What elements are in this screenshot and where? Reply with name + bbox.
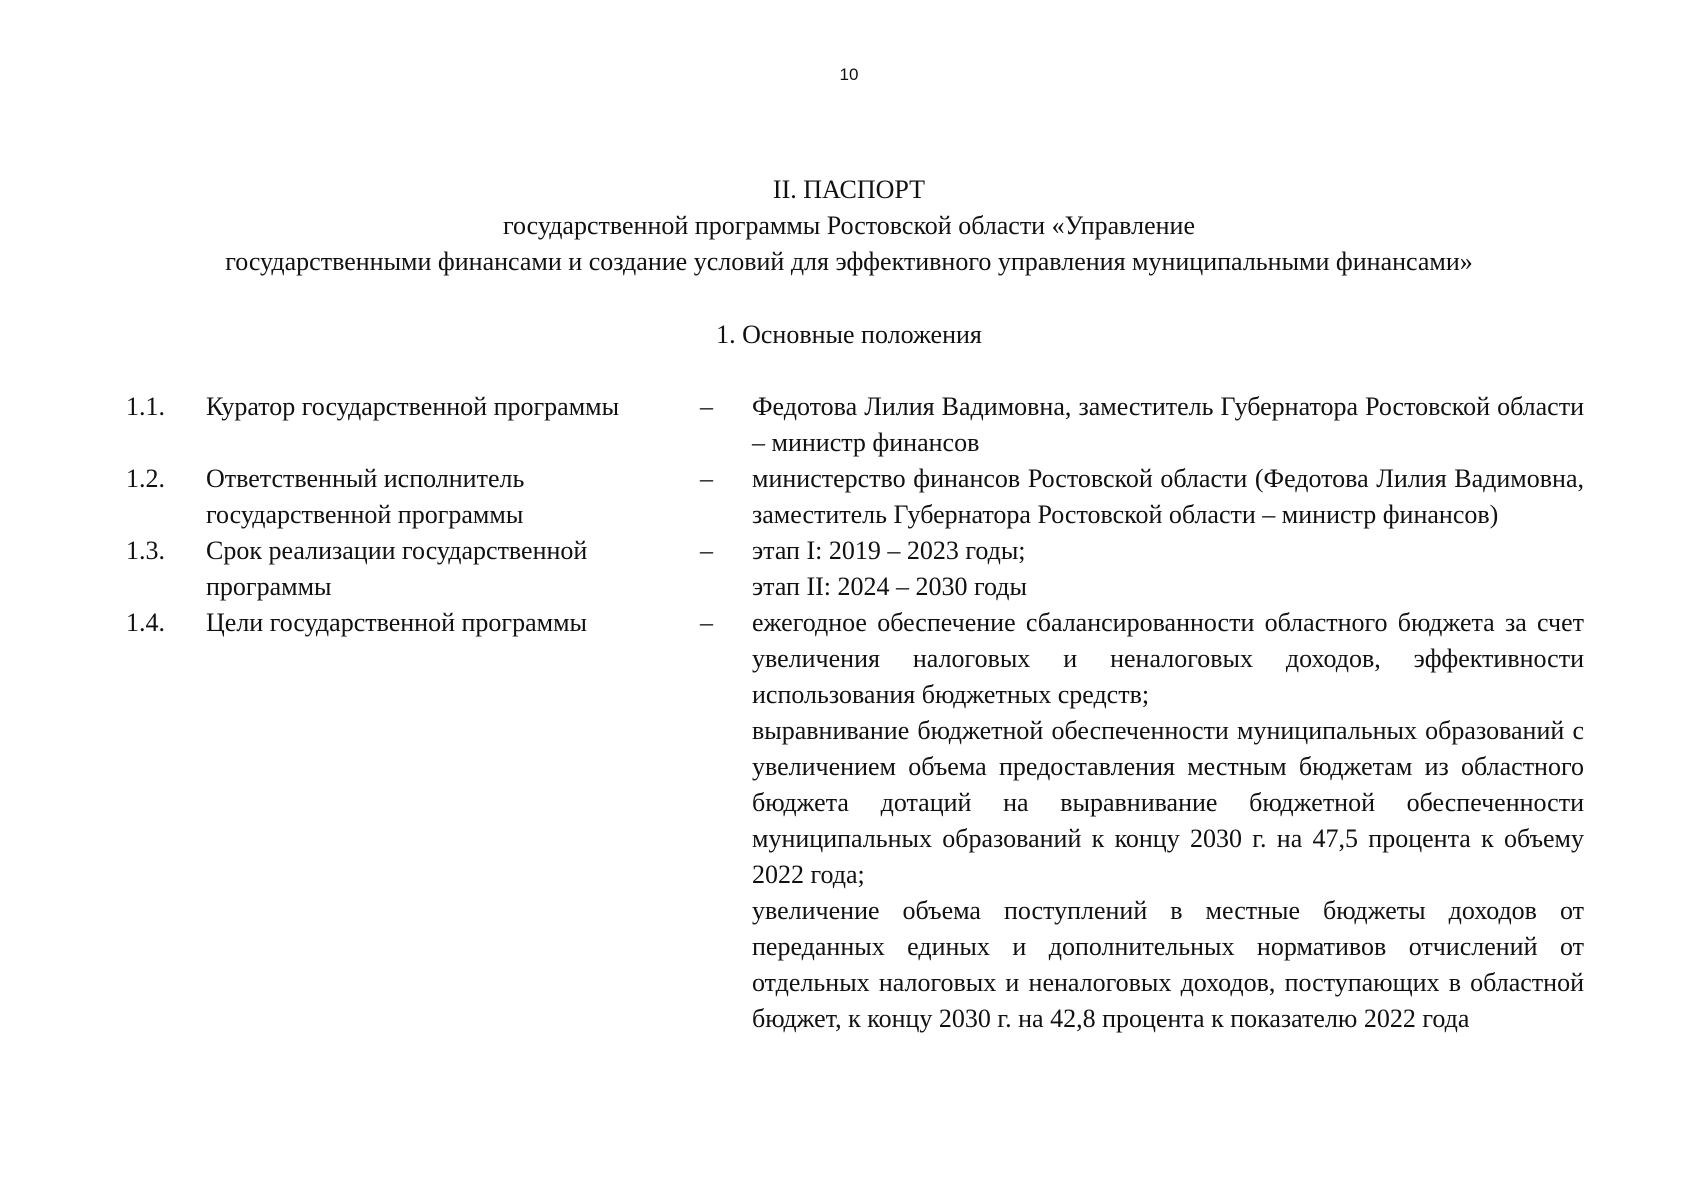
row-value-paragraph: этап II: 2024 – 2030 годы: [752, 572, 1027, 601]
row-dash: –: [700, 608, 713, 637]
row-label: Срок реализации государственной программы: [206, 536, 588, 601]
row-number: 1.2.: [126, 464, 165, 493]
row-implementation-period: [0, 533, 1698, 605]
row-value-paragraph: увеличение объема поступлений в местные бюджеты доходов от переданных единых и дополнительных нормативов отчислений от отдельных налоговых и неналоговых доходов, поступающих в областной бюджет, к концу 2030 г. на 42,8 процента к показателю 2022 года: [752, 896, 1584, 1033]
row-curator: [0, 389, 1698, 461]
main-provisions-table: [0, 389, 1698, 1037]
row-value-paragraph: Федотова Лилия Вадимовна, заместитель Губернатора Ростовской области – министр финансов: [752, 392, 1584, 457]
row-value: [752, 605, 1584, 1037]
row-value-paragraph: ежегодное обеспечение сбалансированности областного бюджета за счет увеличения налоговых и неналоговых доходов, эффективности использования бюджетных средств;: [752, 608, 1584, 709]
row-label: Куратор государственной программы: [206, 392, 620, 421]
row-responsible-executor: [0, 461, 1698, 533]
row-value: [752, 533, 1584, 605]
row-number: 1.1.: [126, 392, 165, 421]
row-label: Ответственный исполнитель государственной программы: [206, 464, 525, 529]
row-value: [752, 461, 1584, 533]
section-title: 1. Основные положения: [716, 320, 982, 349]
passport-subtitle-line-1: государственной программы Ростовской области «Управление: [502, 211, 1195, 240]
row-value-paragraph: министерство финансов Ростовской области (Федотова Лилия Вадимовна, заместитель Губернатора Ростовской области – министр финансов): [752, 464, 1584, 529]
row-value: [752, 389, 1584, 461]
passport-title: II. ПАСПОРТ: [772, 175, 926, 204]
row-number: 1.3.: [126, 536, 165, 565]
row-value-paragraph: этап I: 2019 – 2023 годы;: [752, 536, 1026, 565]
row-value-paragraph: выравнивание бюджетной обеспеченности муниципальных образований с увеличением объема предоставления местным бюджетам из областного бюджета дотаций на выравнивание бюджетной обеспеченности муниципальных образований к концу 2030 г. на 47,5 процента к объему 2022 года;: [752, 716, 1584, 889]
row-number: 1.4.: [126, 608, 165, 637]
passport-subtitle-line-2: государственными финансами и создание условий для эффективного управления муниципальными финансами»: [225, 247, 1473, 276]
row-label: Цели государственной программы: [206, 608, 587, 637]
row-dash: –: [700, 464, 713, 493]
page-number: 10: [839, 65, 859, 84]
row-dash: –: [700, 392, 713, 421]
row-dash: –: [700, 536, 713, 565]
row-program-goals: [0, 605, 1698, 1037]
